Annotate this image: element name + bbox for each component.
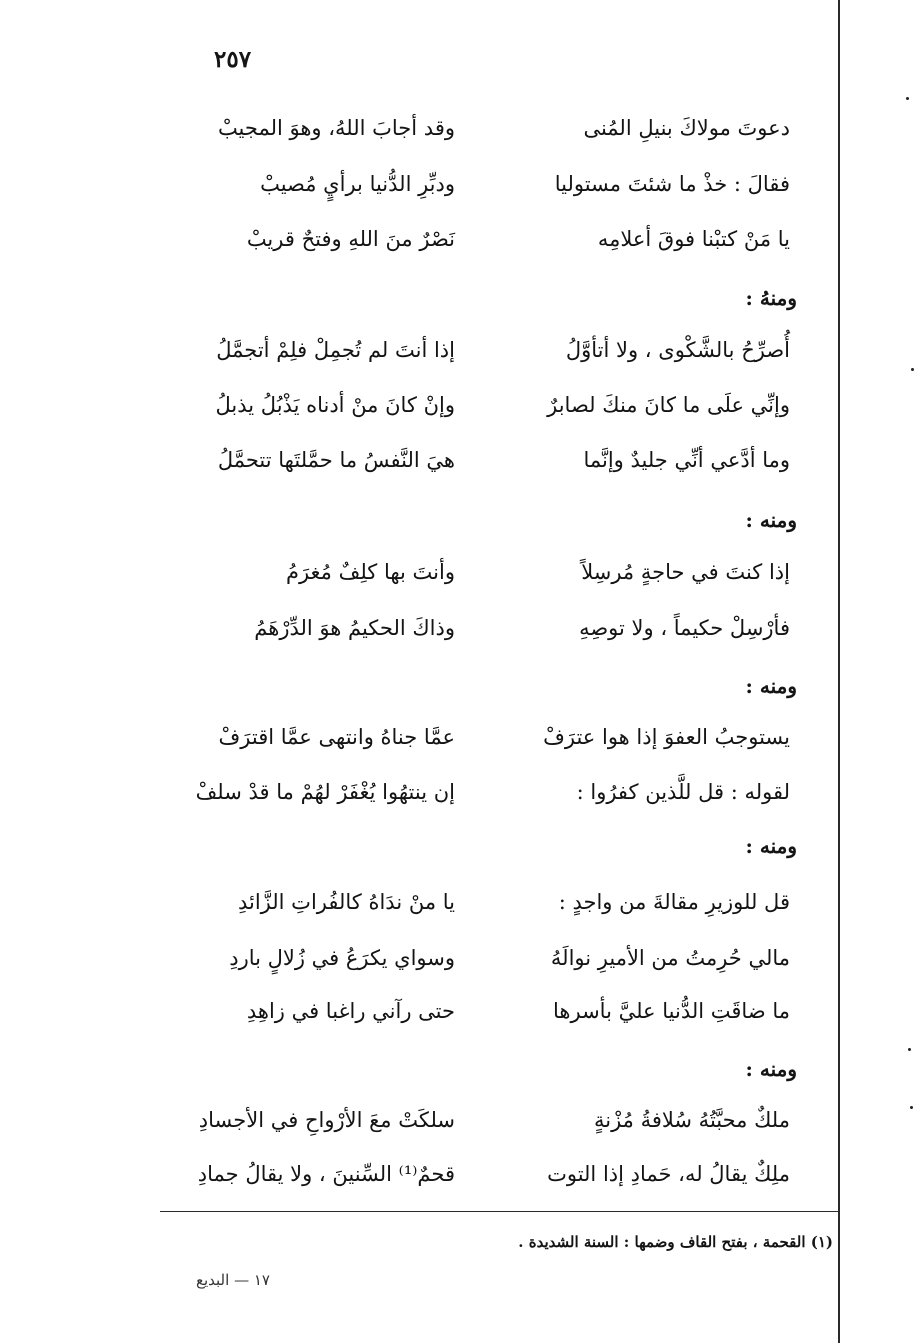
poem-verse xyxy=(150,717,800,757)
section-intro: ومنه : xyxy=(745,674,797,698)
hemistich-second: وإنْ كانَ منْ أدناه يَذْبُلُ يذبلُ xyxy=(215,393,455,417)
poem-verse xyxy=(150,608,800,648)
section-intro: ومنه : xyxy=(745,508,797,532)
scan-speck xyxy=(906,97,909,100)
signature-mark: ١٧ — البديع xyxy=(196,1271,270,1289)
poem-verse xyxy=(150,882,800,922)
hemistich-first: دعوتَ مولاكَ بنيلِ المُنى xyxy=(583,116,790,140)
hemistich-first: فأرْسِلْ حكيماً ، ولا توصِهِ xyxy=(579,616,790,640)
poem-verse xyxy=(150,219,800,259)
scan-speck xyxy=(910,1106,913,1109)
poem-verse xyxy=(150,108,800,148)
page-number: ٢٥٧ xyxy=(214,46,252,73)
poem-verse xyxy=(150,772,800,812)
hemistich-second: سلكَتْ معَ الأرْواحِ في الأجسادِ xyxy=(198,1108,455,1132)
hemistich-first: لقوله : قل للَّذين كفرُوا : xyxy=(576,780,790,804)
hemistich-first: ملِكٌ يقالُ له، حَمادِ إذا التوت xyxy=(547,1162,790,1186)
footnote-divider xyxy=(160,1211,840,1212)
poem-verse xyxy=(150,440,800,480)
hemistich-first: أُصرِّحُ بالشَّكْوى ، ولا أتأوَّلُ xyxy=(565,338,790,362)
hemistich-first: وما أدَّعي أنِّي جليدٌ وإنَّما xyxy=(583,448,790,472)
hemistich-first: فقالَ : خذْ ما شئتَ مستوليا xyxy=(554,172,790,196)
hemistich-second: وذاكَ الحكيمُ هوَ الدِّرْهَمُ xyxy=(254,616,455,640)
hemistich-first: قل للوزيرِ مقالةَ من واجدٍ : xyxy=(558,890,790,914)
section-intro: ومنه : xyxy=(745,834,797,858)
hemistich-second: ودبِّرِ الدُّنيا برأيٍ مُصيبْ xyxy=(260,172,455,196)
hemistich-second: وقد أجابَ اللهُ، وهوَ المجيبْ xyxy=(217,116,455,140)
poem-verse xyxy=(150,991,800,1031)
hemistich-first: يا مَنْ كتبْنا فوقَ أعلامِه xyxy=(597,227,790,251)
poem-verse xyxy=(150,938,800,978)
hemistich-second: وسواي يكرَعُ في زُلالٍ باردِ xyxy=(229,946,455,970)
poem-verse xyxy=(150,385,800,425)
poem-verse xyxy=(150,330,800,370)
poem-verse xyxy=(150,1154,800,1194)
hemistich-second: قحمٌ⁽¹⁾ السِّنينَ ، ولا يقالُ جمادِ xyxy=(197,1162,455,1186)
footnote: (١) القحمة ، بفتح القاف وضمها : السنة الشديدة . xyxy=(518,1233,833,1251)
hemistich-second: حتى رآني راغبا في زاهِدِ xyxy=(246,999,455,1023)
section-intro: ومنهُ : xyxy=(745,286,797,310)
poem-verse xyxy=(150,552,800,592)
scan-speck xyxy=(911,368,914,371)
hemistich-first: ما ضاقَتِ الدُّنيا عليَّ بأسرها xyxy=(553,999,790,1023)
hemistich-second: عمَّا جناهُ وانتهى عمَّا اقترَفْ xyxy=(218,725,455,749)
hemistich-second: يا منْ ندَاهُ كالفُراتِ الزَّائدِ xyxy=(237,890,455,914)
section-intro: ومنه : xyxy=(745,1057,797,1081)
hemistich-first: ملكٌ محبَّتُهُ سُلافةُ مُزْنةٍ xyxy=(593,1108,790,1132)
hemistich-first: يستوجبُ العفوَ إذا هوا عترَفْ xyxy=(543,725,790,749)
hemistich-first: وإنِّي علَى ما كانَ منكَ لصابرٌ xyxy=(547,393,790,417)
hemistich-second: إن ينتهُوا يُغْفَرْ لهُمْ ما قدْ سلفْ xyxy=(195,780,455,804)
poem-verse xyxy=(150,1100,800,1140)
right-margin-rule xyxy=(838,0,840,1343)
hemistich-first: إذا كنتَ في حاجةٍ مُرسِلاً xyxy=(581,560,790,584)
scan-speck xyxy=(908,1048,911,1051)
hemistich-second: نَصْرٌ منَ اللهِ وفتحٌ قريبْ xyxy=(246,227,455,251)
hemistich-first: مالي حُرِمتُ من الأميرِ نوالَهُ xyxy=(550,946,790,970)
hemistich-second: إذا أنتَ لم تُجمِلْ فلِمْ أتجمَّلُ xyxy=(216,338,455,362)
hemistich-second: وأنتَ بها كلِفٌ مُغرَمُ xyxy=(285,560,455,584)
poem-verse xyxy=(150,164,800,204)
hemistich-second: هيَ النَّفسُ ما حمَّلتَها تتحمَّلُ xyxy=(217,448,455,472)
